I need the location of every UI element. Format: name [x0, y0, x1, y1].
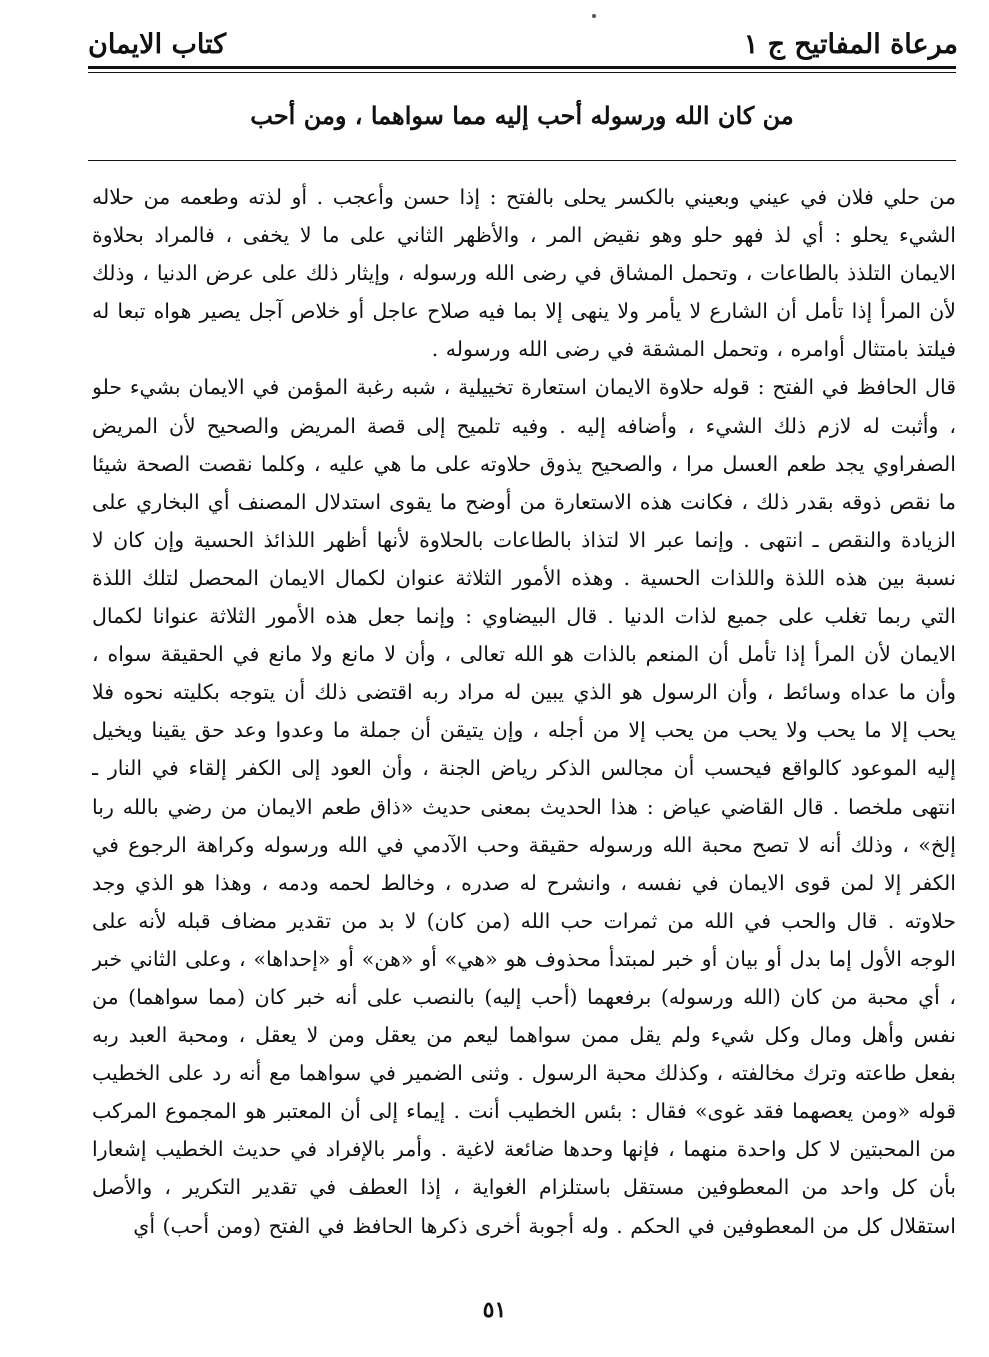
- commentary-text: [92, 178, 956, 1273]
- heading-rule: [88, 160, 956, 161]
- page-number: ٥١: [482, 1297, 507, 1323]
- book-title: مرعاة المفاتيح ج ١: [743, 29, 958, 60]
- paragraph: قال الحافظ في الفتح : قوله حلاوة الايمان استعارة تخييلية ، شبه رغبة المؤمن في الايمان بشيء حلو ، وأثبت له لازم ذلك الشيء ، وأضافه إليه . وفيه تلميح إلى قصة المريض والصحيح لأن المريض الصفراوي يجد طعم العسل مرا ، والصحيح يذوق حلاوته على ما هي عليه ، وكلما نقصت الصحة شيئا ما نقص ذوقه بقدر ذلك ، فكانت هذه الاستعارة من أوضح ما يقوى استدلال المصنف أي البخاري على الزيادة والنقص ـ انتهى . وإنما عبر الا لتذاذ بالطاعات بالحلاوة لأنها أظهر اللذائذ الحسية وإن كان لا نسبة بين هذه اللذة واللذات الحسية . وهذه الأمور الثلاثة عنوان لكمال الايمان المحصل لتلك اللذة التي ربما تغلب على جميع لذات الدنيا . قال البيضاوي : وإنما جعل هذه الأمور الثلاثة عنوانا لكمال الايمان لأن المرأ إذا تأمل أن المنعم بالذات هو الله تعالى ، وأن لا مانع ولا مانع في الحقيقة سواه ، وأن ما عداه وسائط ، وأن الرسول هو الذي يبين له مراد ربه اقتضى ذلك أن يتوجه بكليته نحوه فلا يحب إلا ما يحب ولا يحب من يحب إلا من أجله ، وإن يتيقن أن جملة ما وعدوا وعد حق يقينا ويخيل إليه الموعود كالواقع فيحسب أن مجالس الذكر رياض الجنة ، وأن العود إلى الكفر إلقاء في النار ـ انتهى ملخصا . قال القاضي عياض : هذا الحديث بمعنى حديث «ذاق طعم الايمان من رضي بالله ربا إلخ» ، وذلك أنه لا تصح محبة الله ورسوله حقيقة وحب الآدمي في الله ورسوله وكراهة الرجوع في الكفر إلا لمن قوى الايمان في نفسه ، وانشرح له صدره ، وخالط لحمه ودمه ، وهذا هو الذي وجد حلاوته . قال والحب في الله من ثمرات حب الله (من كان) لا بد من تقدير مضاف قبله لأنه على الوجه الأول إما بدل أو بيان أو خبر لمبتدأ محذوف هو «هي» أو «هن» أو «إحداها» ، وعلى الثاني خبر ، أي محبة من كان (الله ورسوله) برفعهما (أحب إليه) بالنصب على أنه خبر كان (مما سواهما) من نفس وأهل ومال وكل شيء ولم يقل ممن سواهما ليعم من يعقل ومن لا يعقل ، ومحبة العبد ربه بفعل طاعته وترك مخالفته ، وكذلك محبة الرسول . وثنى الضمير في سواهما مع أنه رد على الخطيب قوله «ومن يعصهما فقد غوى» فقال : بئس الخطيب أنت . إيماء إلى أن المعتبر هو المجموع المركب من المحبتين لا كل واحدة منهما ، فإنها وحدها ضائعة لاغية . وأمر بالإفراد في حديث الخطيب إشعارا بأن كل واحد من المعطوفين مستقل باستلزام الغواية ، إذا العطف في تقدير التكرير ، والأصل استقلال كل من المعطوفين في الحكم . وله أجوبة أخرى ذكرها الحافظ في الفتح (ومن أحب) أي: [92, 375, 956, 1238]
- chapter-title: كتاب الايمان: [88, 29, 227, 60]
- paragraph: من حلي فلان في عيني وبعيني بالكسر يحلى بالفتح : إذا حسن وأعجب . أو لذته وطعمه من حلاله الشيء يحلو : أي لذ فهو حلو وهو نقيض المر ، والأظهر الثاني على ما لا يخفى ، فالمراد بحلاوة الايمان التلذذ بالطاعات ، وتحمل المشاق في رضى الله ورسوله ، وإيثار ذلك على عرض الدنيا ، وذلك لأن المرأ إذا تأمل أن الشارع لا يأمر ولا ينهى إلا بما فيه صلاح عاجل أو خلاص آجل يصير هواه تبعا له فيلتذ بامتثال أوامره ، وتحمل المشقة في رضى الله ورسوله .: [92, 185, 956, 362]
- header-rule: [88, 66, 956, 73]
- running-head: [88, 18, 958, 58]
- hadith-heading: من كان الله ورسوله أحب إليه مما سواهما ، ومن أحب: [250, 101, 794, 130]
